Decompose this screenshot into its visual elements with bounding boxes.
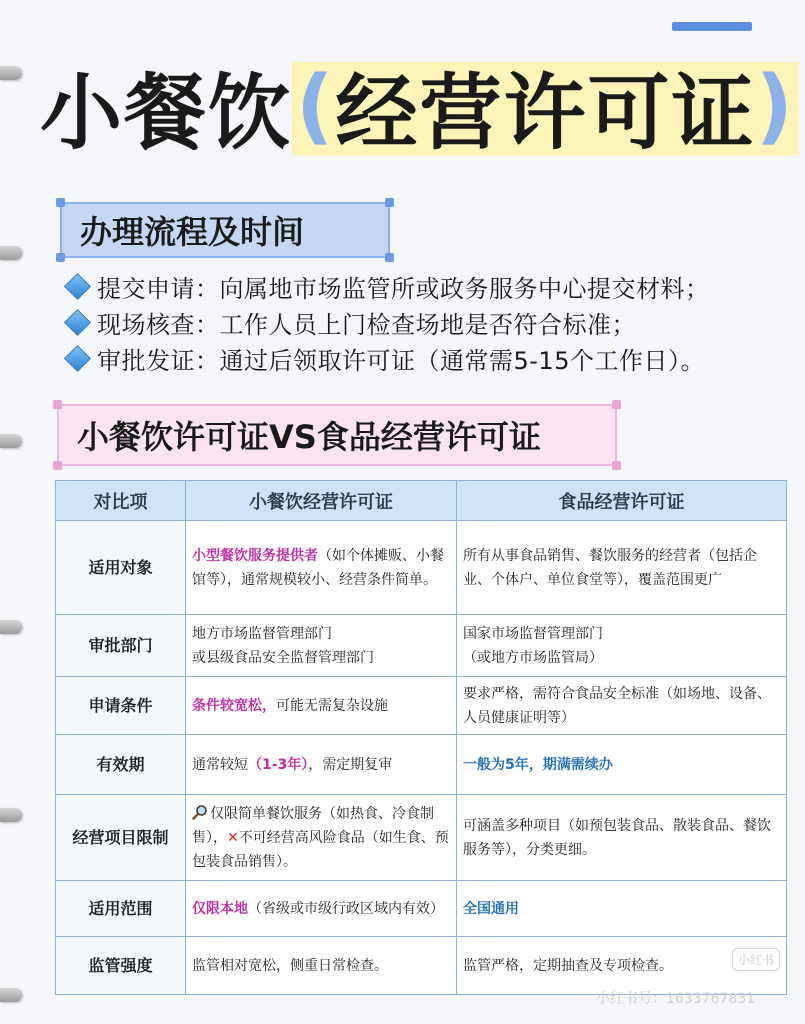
header-cell: 对比项 bbox=[56, 481, 186, 521]
cell-small-catering bbox=[186, 795, 457, 881]
cell-small-catering bbox=[186, 521, 457, 615]
cell-food-business: 所有从事食品销售、餐饮服务的经营者（包括企业、个体户、单位食堂等），覆盖范围更广 bbox=[457, 521, 787, 615]
frame-corner bbox=[385, 253, 394, 262]
cell-food-business bbox=[457, 735, 787, 795]
cell-text: 不可经营高风险食品（如生食、预包装食品销售）。 bbox=[192, 829, 449, 870]
table-row bbox=[56, 881, 787, 937]
emphasis-text: 条件较宽松， bbox=[192, 697, 276, 714]
row-label: 适用对象 bbox=[56, 521, 186, 615]
magnifier-icon bbox=[192, 804, 208, 820]
section-title-text: 小餐饮许可证VS食品经营许可证 bbox=[77, 418, 541, 456]
table-row bbox=[56, 615, 787, 677]
table-row bbox=[56, 937, 787, 995]
emphasis-text: 全国通用 bbox=[463, 900, 519, 917]
header-cell: 小餐饮经营许可证 bbox=[186, 481, 457, 521]
cell-text: ，需定期复审 bbox=[308, 756, 393, 773]
red-cross-icon: ✕ bbox=[227, 829, 239, 846]
frame-corner bbox=[612, 400, 621, 409]
frame-corner bbox=[53, 461, 62, 470]
binder-ring-icon bbox=[0, 66, 22, 80]
cell-small-catering bbox=[186, 735, 457, 795]
step-text: 审批发证：通过后领取许可证（通常需5-15个工作日）。 bbox=[97, 346, 705, 375]
frame-corner bbox=[56, 198, 65, 207]
step-text: 提交申请：向属地市场监管所或政务服务中心提交材料； bbox=[97, 274, 710, 303]
section-title-text: 办理流程及时间 bbox=[80, 213, 305, 251]
cell-food-business: 监管严格，定期抽查及专项检查。 bbox=[457, 937, 787, 995]
top-accent-bar bbox=[672, 22, 752, 31]
diamond-bullet-icon bbox=[64, 345, 91, 372]
row-label: 监管强度 bbox=[56, 937, 186, 995]
table-row bbox=[56, 677, 787, 735]
cell-text: 仅限简单餐饮服务（如热食、冷食制售）， bbox=[192, 805, 434, 846]
binder-ring-icon bbox=[0, 988, 22, 1002]
emphasis-text: 一般为5年，期满需续办 bbox=[463, 756, 613, 773]
emphasis-text: 小型餐饮服务提供者 bbox=[192, 547, 318, 564]
step-item bbox=[62, 340, 710, 376]
table-row bbox=[56, 521, 787, 615]
frame-corner bbox=[385, 198, 394, 207]
cell-food-business: 可涵盖多种项目（如预包装食品、散装食品、餐饮服务等），分类更细。 bbox=[457, 795, 787, 881]
diamond-bullet-icon bbox=[64, 273, 91, 300]
section-title-compare bbox=[57, 404, 617, 466]
title-main: 小餐饮 bbox=[40, 65, 293, 161]
cell-text: 通常较短 bbox=[192, 756, 248, 773]
title-highlight bbox=[292, 48, 799, 165]
row-label: 适用范围 bbox=[56, 881, 186, 937]
binder-ring-icon bbox=[0, 808, 22, 822]
watermark-id: 小红书号：1633767831 bbox=[596, 991, 756, 1007]
cell-text: 国家市场监督管理部门 bbox=[463, 625, 603, 642]
cell-text: （省级或市级行政区域内有效） bbox=[248, 900, 444, 917]
binder-ring-icon bbox=[0, 434, 22, 448]
cell-text: 或县级食品安全监督管理部门 bbox=[192, 649, 374, 666]
title-close-paren: ) bbox=[755, 58, 795, 154]
cell-small-catering bbox=[186, 881, 457, 937]
table-row bbox=[56, 795, 787, 881]
header-cell: 食品经营许可证 bbox=[457, 481, 787, 521]
cell-food-business bbox=[457, 615, 787, 677]
row-label: 经营项目限制 bbox=[56, 795, 186, 881]
process-steps bbox=[62, 268, 710, 376]
step-text: 现场核查：工作人员上门检查场地是否符合标准； bbox=[97, 310, 636, 339]
table-header-row bbox=[56, 481, 787, 521]
cell-text: 地方市场监督管理部门 bbox=[192, 625, 332, 642]
frame-corner bbox=[56, 253, 65, 262]
cell-text: （如个体摊贩、小餐馆等），通常规模较小、经营条件简单。 bbox=[192, 547, 444, 588]
step-item bbox=[62, 268, 710, 304]
binder-ring-icon bbox=[0, 620, 22, 634]
row-label: 审批部门 bbox=[56, 615, 186, 677]
emphasis-text: （1-3年） bbox=[248, 756, 309, 773]
cell-small-catering bbox=[186, 615, 457, 677]
section-title-process bbox=[60, 202, 390, 258]
binder-ring-icon bbox=[0, 246, 22, 260]
table-row bbox=[56, 735, 787, 795]
title-open-paren: ( bbox=[296, 58, 336, 154]
diamond-bullet-icon bbox=[64, 309, 91, 336]
cell-small-catering bbox=[186, 677, 457, 735]
emphasis-text: 仅限本地 bbox=[192, 900, 248, 917]
cell-food-business: 要求严格，需符合食品安全标准（如场地、设备、人员健康证明等） bbox=[457, 677, 787, 735]
watermark-logo: 小红书 bbox=[732, 948, 780, 971]
page-title bbox=[40, 56, 799, 161]
cell-text: （或地方市场监管局） bbox=[463, 649, 603, 666]
cell-small-catering: 监管相对宽松，侧重日常检查。 bbox=[186, 937, 457, 995]
cell-food-business bbox=[457, 881, 787, 937]
frame-corner bbox=[53, 400, 62, 409]
step-item bbox=[62, 304, 710, 340]
frame-corner bbox=[612, 461, 621, 470]
title-highlight-text: 经营许可证 bbox=[335, 65, 756, 161]
row-label: 申请条件 bbox=[56, 677, 186, 735]
comparison-table bbox=[55, 480, 787, 995]
cell-text: 可能无需复杂设施 bbox=[276, 697, 388, 714]
row-label: 有效期 bbox=[56, 735, 186, 795]
